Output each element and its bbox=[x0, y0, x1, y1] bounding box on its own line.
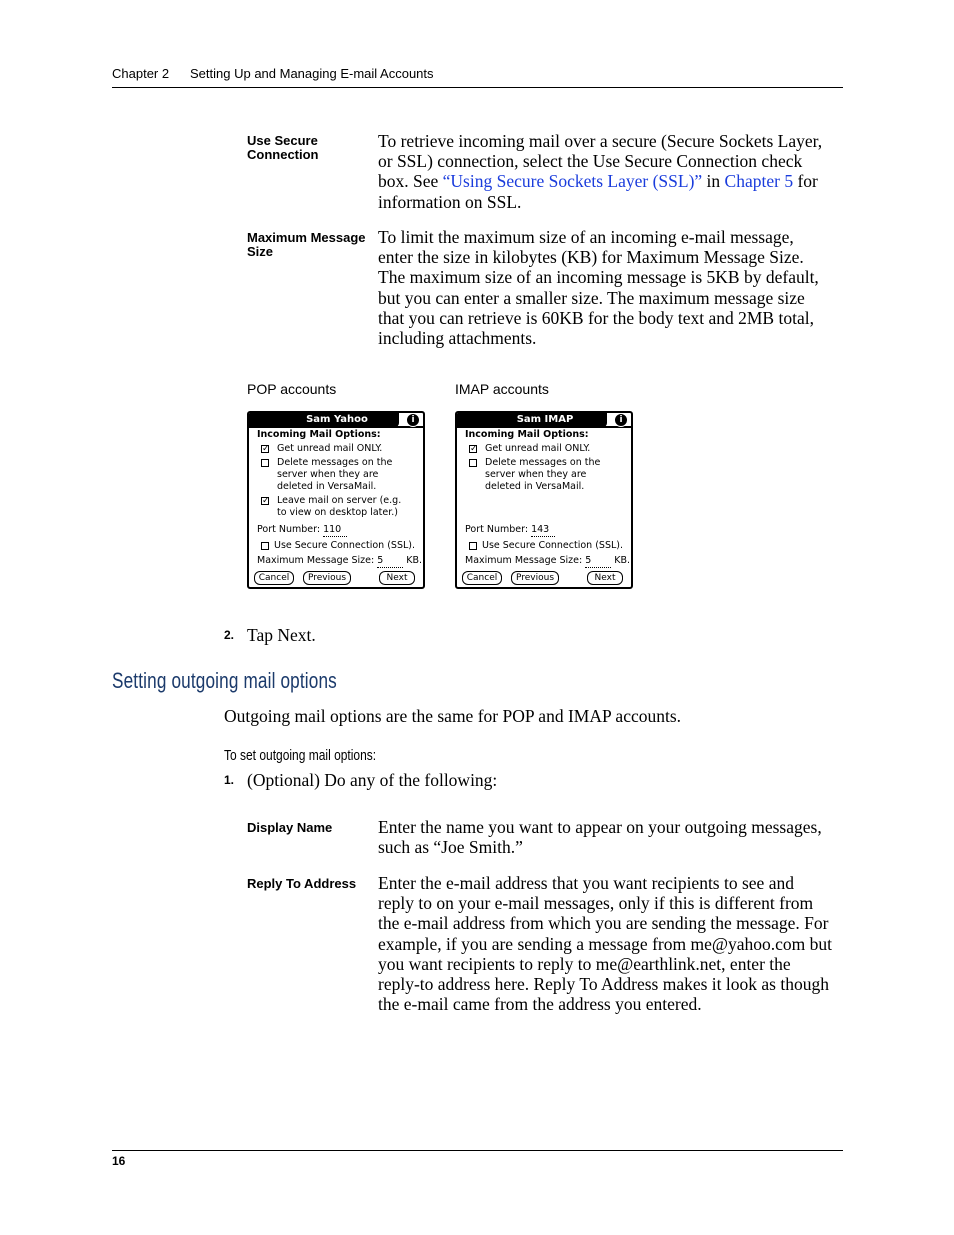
def-text: in bbox=[702, 171, 725, 192]
header-rule bbox=[112, 87, 843, 88]
port-row bbox=[465, 524, 555, 537]
def-text: To retrieve incoming mail over a secure (Secure Sockets Layer, or SSL) connection, select the Use Secure Connection check box. See bbox=[378, 131, 823, 192]
procedure-title: To set outgoing mail options: bbox=[224, 747, 377, 764]
step-2 bbox=[224, 625, 316, 646]
link-using-ssl[interactable]: “Using Secure Sockets Layer (SSL)” bbox=[442, 171, 703, 192]
checkbox-leave-checked-icon[interactable]: ✓ bbox=[262, 496, 270, 506]
kb-label: KB. bbox=[614, 555, 631, 566]
checkbox-delete-icon[interactable] bbox=[261, 459, 269, 467]
max-size-field[interactable]: 5 bbox=[585, 555, 611, 568]
term-reply-to-address: Reply To Address bbox=[247, 876, 357, 891]
section-title: Setting outgoing mail options bbox=[112, 668, 337, 693]
term-display-name: Display Name bbox=[247, 820, 333, 835]
def-maximum-message-size: To limit the maximum size of an incoming e-mail message, enter the size in kilobytes (KB) for Maximum Message Size. The maximum size of an incoming message is 5KB by default, but you can enter a smaller size. The maximum message size that you can retrieve is 60KB for the body text and 2MB total, including attachments. bbox=[378, 227, 819, 349]
opt-delete-l1: Delete messages on the bbox=[485, 457, 601, 468]
header-chapter: Chapter 2 bbox=[112, 66, 170, 81]
screen-title: Sam IMAP bbox=[516, 414, 574, 425]
title-underline bbox=[249, 426, 423, 428]
checkbox-delete-icon[interactable] bbox=[469, 459, 477, 467]
imap-screenshot bbox=[455, 411, 633, 589]
step-number: 2. bbox=[224, 628, 235, 642]
opt-delete-l3: deleted in VersaMail. bbox=[485, 481, 585, 492]
title-underline bbox=[457, 426, 631, 428]
def-display-name: Enter the name you want to appear on your outgoing messages, such as “Joe Smith.” bbox=[378, 817, 822, 858]
term-use-secure-connection: Use Secure Connection bbox=[247, 133, 319, 162]
opt-delete-l2: server when they are bbox=[277, 469, 379, 480]
screen-title: Sam Yahoo bbox=[306, 414, 368, 425]
opt-leave-l2: to view on desktop later.) bbox=[277, 507, 399, 518]
section-intro: Outgoing mail options are the same for POP and IMAP accounts. bbox=[224, 706, 682, 726]
def-text: for information on SSL. bbox=[378, 171, 818, 212]
kb-label: KB. bbox=[406, 555, 423, 566]
port-field[interactable]: 110 bbox=[323, 524, 347, 537]
header-title: Setting Up and Managing E-mail Accounts bbox=[190, 66, 434, 81]
caption-pop: POP accounts bbox=[247, 381, 337, 397]
max-size-row bbox=[465, 555, 630, 568]
opt-delete-l2: server when they are bbox=[485, 469, 587, 480]
checkbox-ssl-icon[interactable] bbox=[469, 542, 477, 550]
pop-screenshot bbox=[247, 411, 425, 589]
max-size-label: Maximum Message Size: bbox=[465, 555, 583, 566]
previous-button[interactable]: Previous bbox=[303, 571, 351, 585]
opt-ssl: Use Secure Connection (SSL). bbox=[274, 540, 416, 551]
opt-delete-l1: Delete messages on the bbox=[277, 457, 393, 468]
link-chapter-5[interactable]: Chapter 5 bbox=[724, 171, 794, 192]
opt-unread: Get unread mail ONLY. bbox=[485, 443, 591, 454]
max-size-row bbox=[257, 555, 422, 568]
opt-unread: Get unread mail ONLY. bbox=[277, 443, 383, 454]
info-icon[interactable]: i bbox=[614, 413, 628, 427]
opt-ssl: Use Secure Connection (SSL). bbox=[482, 540, 624, 551]
options-heading: Incoming Mail Options: bbox=[465, 429, 589, 440]
max-size-label: Maximum Message Size: bbox=[257, 555, 375, 566]
options-heading: Incoming Mail Options: bbox=[257, 429, 381, 440]
cancel-button[interactable]: Cancel bbox=[254, 571, 294, 585]
step-1 bbox=[224, 770, 498, 791]
port-label: Port Number: bbox=[465, 524, 529, 535]
def-reply-to-address: Enter the e-mail address that you want recipients to see and reply to on your e-mail messages, only if this is different from the e-mail address from which you are sending the message. For example, if you are sending a message from me@yahoo.com but you want recipients to reply to me@earthlink.net, enter the reply-to address here. Reply To Address makes it look as though the e-mail came from the address you entered. bbox=[378, 873, 832, 1015]
step-text: (Optional) Do any of the following: bbox=[247, 770, 498, 790]
term-maximum-message-size: Maximum Message Size bbox=[247, 230, 366, 259]
port-row bbox=[257, 524, 347, 537]
previous-button[interactable]: Previous bbox=[511, 571, 559, 585]
def-use-secure-connection bbox=[378, 131, 833, 212]
step-number: 1. bbox=[224, 773, 235, 787]
checkbox-unread-checked-icon[interactable]: ✓ bbox=[262, 444, 270, 454]
port-field[interactable]: 143 bbox=[531, 524, 555, 537]
title-bar bbox=[457, 413, 631, 427]
cancel-button[interactable]: Cancel bbox=[462, 571, 502, 585]
port-label: Port Number: bbox=[257, 524, 321, 535]
info-icon[interactable]: i bbox=[406, 413, 420, 427]
checkbox-unread-checked-icon[interactable]: ✓ bbox=[470, 444, 478, 454]
checkbox-ssl-icon[interactable] bbox=[261, 542, 269, 550]
page-number: 16 bbox=[112, 1154, 126, 1168]
caption-imap: IMAP accounts bbox=[455, 381, 549, 397]
running-header bbox=[112, 66, 843, 81]
opt-delete-l3: deleted in VersaMail. bbox=[277, 481, 377, 492]
step-text: Tap Next. bbox=[247, 625, 316, 645]
footer-rule bbox=[112, 1150, 843, 1151]
opt-leave-l1: Leave mail on server (e.g. bbox=[277, 495, 402, 506]
next-button[interactable]: Next bbox=[379, 571, 415, 585]
next-button[interactable]: Next bbox=[587, 571, 623, 585]
max-size-field[interactable]: 5 bbox=[377, 555, 403, 568]
title-bar bbox=[249, 413, 423, 427]
